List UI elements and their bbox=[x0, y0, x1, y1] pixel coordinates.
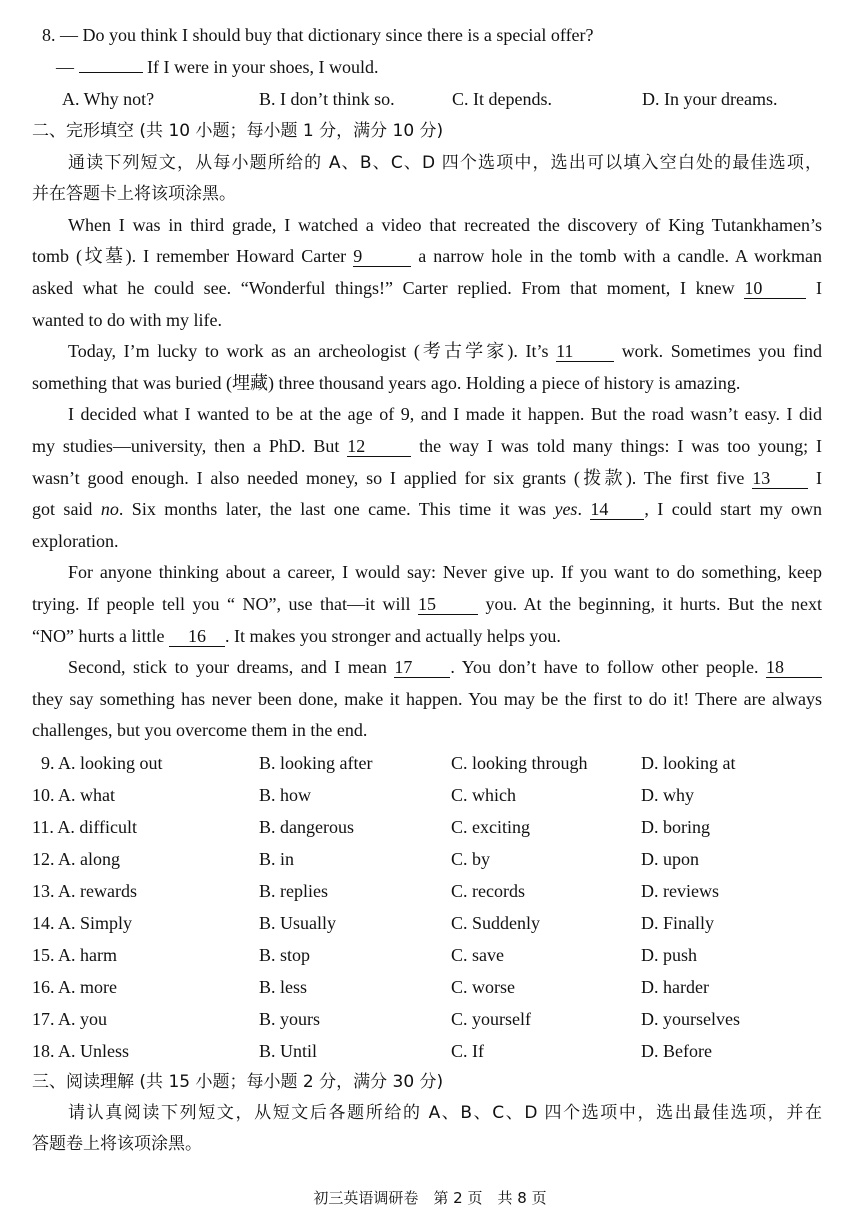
passage-text: a narrow hole in the tomb with a candle. A workman bbox=[418, 246, 823, 267]
q8-options bbox=[32, 83, 822, 116]
passage-line: challenges, but you overcome them in the end. bbox=[32, 720, 368, 741]
option-a: 17. A. you bbox=[32, 1008, 108, 1029]
q8-stem: 8. — Do you think I should buy that dictionary since there is a special offer? bbox=[42, 25, 594, 45]
section3-instruction-2: 答题卷上将该项涂黑。 bbox=[32, 1134, 202, 1155]
option-d: D. Before bbox=[641, 1040, 712, 1061]
q8-dash: — bbox=[56, 56, 74, 77]
passage-text: , I could start my own bbox=[644, 499, 823, 520]
passage-text-italic: yes bbox=[554, 499, 578, 520]
option-b: B. dangerous bbox=[259, 816, 354, 837]
passage-line bbox=[32, 652, 822, 684]
blank-13: 13 bbox=[752, 468, 808, 489]
passage-text: Today, I’m lucky to work as an archeologist (考古学家). It’s bbox=[68, 341, 549, 362]
option-c: C. yourself bbox=[451, 1008, 531, 1029]
passage-line bbox=[32, 589, 822, 621]
passage-line bbox=[32, 463, 822, 495]
option-c: C. worse bbox=[451, 976, 515, 997]
option-b: B. Until bbox=[259, 1040, 318, 1061]
passage-text: I bbox=[816, 467, 822, 488]
passage-text: my studies—university, then a PhD. But bbox=[32, 435, 340, 456]
q8-option-b: B. I don’t think so. bbox=[259, 89, 395, 110]
section2-heading: 二、完形填空 (共 10 小题；每小题 1 分，满分 10 分) bbox=[32, 121, 444, 142]
q8-option-c: C. It depends. bbox=[452, 89, 552, 110]
passage-text: tomb (坟墓). I remember Howard Carter bbox=[32, 246, 347, 267]
option-c: C. If bbox=[451, 1040, 484, 1061]
option-a: 15. A. harm bbox=[32, 944, 117, 965]
option-b: B. Usually bbox=[259, 912, 337, 933]
blank-14: 14 bbox=[590, 499, 644, 520]
option-row bbox=[32, 779, 822, 811]
option-d: D. Finally bbox=[641, 912, 715, 933]
option-d: D. reviews bbox=[641, 880, 719, 901]
option-a: 10. A. what bbox=[32, 784, 115, 805]
option-b: B. stop bbox=[259, 944, 311, 965]
passage-line bbox=[32, 621, 822, 653]
passage-line: wanted to do with my life. bbox=[32, 309, 222, 330]
passage-text: . It makes you stronger and actually helps you. bbox=[224, 625, 561, 646]
option-c: C. exciting bbox=[451, 816, 530, 837]
option-b: B. looking after bbox=[259, 752, 373, 773]
option-c: C. records bbox=[451, 880, 525, 901]
passage-text: . You don’t have to follow other people. bbox=[450, 657, 759, 678]
option-c: C. by bbox=[451, 848, 491, 869]
passage-text: . bbox=[577, 499, 582, 520]
option-d: D. looking at bbox=[641, 752, 736, 773]
passage-text: I bbox=[816, 277, 823, 298]
section3-heading: 三、阅读理解 (共 15 小题；每小题 2 分，满分 30 分) bbox=[32, 1071, 444, 1092]
option-b: B. how bbox=[259, 784, 312, 805]
passage-line: exploration. bbox=[32, 530, 119, 551]
page-footer: 初三英语调研卷 第 2 页 共 8 页 bbox=[313, 1189, 547, 1207]
passage-text: asked what he could see. “Wonderful things!” Carter replied. From that moment, I knew bbox=[32, 277, 735, 298]
passage-text: work. Sometimes you find bbox=[621, 341, 822, 362]
option-a: 14. A. Simply bbox=[32, 912, 133, 933]
section2-instruction-2: 并在答题卡上将该项涂黑。 bbox=[32, 183, 236, 204]
option-row bbox=[32, 811, 822, 843]
passage-text: the way I was told many things: I was too young; I bbox=[419, 435, 823, 456]
passage-text: “NO” hurts a little bbox=[32, 625, 165, 646]
passage-line: For anyone thinking about a career, I would say: Never give up. If you want to do something, keep bbox=[68, 562, 822, 583]
passage-text: Second, stick to your dreams, and I mean bbox=[68, 657, 387, 678]
passage-line bbox=[32, 494, 822, 526]
passage-text: got said bbox=[32, 499, 93, 520]
blank-11: 11 bbox=[556, 341, 614, 362]
option-row bbox=[32, 907, 822, 939]
passage-line: they say something has never been done, make it happen. You may be the first to do it! There are always bbox=[32, 688, 822, 709]
option-a: 18. A. Unless bbox=[32, 1040, 130, 1061]
section2-instruction-1: 通读下列短文，从每小题所给的 A、B、C、D 四个选项中，选出可以填入空白处的最佳选项， bbox=[68, 152, 822, 173]
option-row bbox=[32, 1003, 822, 1035]
blank-15: 15 bbox=[418, 594, 478, 615]
option-c: C. looking through bbox=[451, 752, 588, 773]
blank-16: 16 bbox=[169, 626, 225, 647]
option-d: D. upon bbox=[641, 848, 699, 869]
option-a: 11. A. difficult bbox=[32, 816, 137, 837]
option-b: B. replies bbox=[259, 880, 328, 901]
passage-text: trying. If people tell you “ NO”, use that—it will bbox=[32, 593, 411, 614]
passage-line bbox=[32, 273, 822, 305]
option-row bbox=[32, 747, 822, 779]
q8-reply-text: If I were in your shoes, I would. bbox=[147, 56, 379, 77]
option-d: D. why bbox=[641, 784, 694, 805]
passage-text: wasn’t good enough. I also needed money, so I applied for six grants (拨款). The first five bbox=[32, 467, 745, 488]
passage-line bbox=[32, 336, 822, 368]
option-row bbox=[32, 1035, 822, 1067]
option-d: D. push bbox=[641, 944, 698, 965]
section3-instruction-1: 请认真阅读下列短文，从短文后各题所给的 A、B、C、D 四个选项中，选出最佳选项，并在 bbox=[68, 1103, 822, 1124]
option-d: D. yourselves bbox=[641, 1008, 740, 1029]
option-row bbox=[32, 971, 822, 1003]
option-a: 16. A. more bbox=[32, 976, 117, 997]
passage-line: something that was buried (埋藏) three thousand years ago. Holding a piece of history is amazing. bbox=[32, 372, 741, 393]
passage-text: . Six months later, the last one came. This time it was bbox=[118, 499, 547, 520]
passage-line: When I was in third grade, I watched a video that recreated the discovery of King Tutankhamen’s bbox=[68, 214, 822, 235]
q8-option-d: D. In your dreams. bbox=[642, 89, 778, 110]
option-row bbox=[32, 875, 822, 907]
option-c: C. Suddenly bbox=[451, 912, 541, 933]
blank-9: 9 bbox=[353, 246, 411, 267]
option-d: D. boring bbox=[641, 816, 710, 837]
option-b: B. in bbox=[259, 848, 295, 869]
option-b: B. less bbox=[259, 976, 308, 997]
blank-18: 18 bbox=[766, 657, 822, 678]
option-a: 9. A. looking out bbox=[41, 752, 163, 773]
option-c: C. save bbox=[451, 944, 504, 965]
passage-line bbox=[32, 431, 822, 463]
blank-12: 12 bbox=[347, 436, 411, 457]
q8-blank bbox=[79, 72, 143, 73]
option-a: 12. A. along bbox=[32, 848, 120, 869]
blank-10: 10 bbox=[744, 278, 806, 299]
passage-text-italic: no bbox=[100, 499, 119, 520]
passage-text: you. At the beginning, it hurts. But the next bbox=[485, 593, 823, 614]
option-a: 13. A. rewards bbox=[32, 880, 137, 901]
blank-17: 17 bbox=[394, 657, 450, 678]
option-d: D. harder bbox=[641, 976, 709, 997]
option-b: B. yours bbox=[259, 1008, 321, 1029]
option-row bbox=[32, 939, 822, 971]
q8-reply bbox=[32, 52, 822, 84]
q8-option-a: A. Why not? bbox=[62, 89, 155, 110]
cloze-options bbox=[32, 747, 822, 1067]
passage-line bbox=[32, 241, 822, 273]
passage-line: I decided what I wanted to be at the age of 9, and I made it happen. But the road wasn’t easy. I did bbox=[68, 404, 822, 425]
option-row bbox=[32, 843, 822, 875]
option-c: C. which bbox=[451, 784, 516, 805]
